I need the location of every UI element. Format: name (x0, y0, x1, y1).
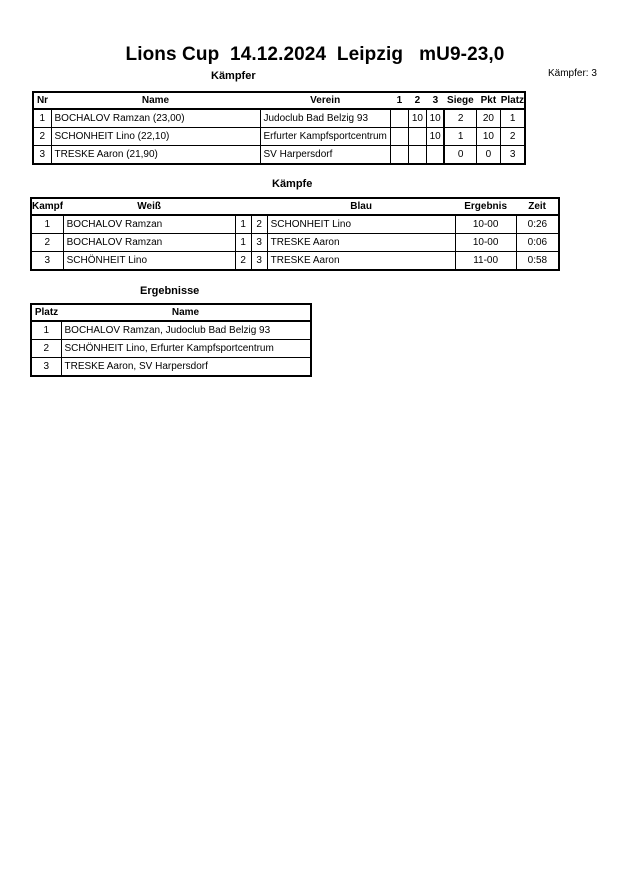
fighter-name: BOCHALOV Ramzan (23,00) (51, 109, 260, 128)
fighter-place: 2 (500, 128, 525, 146)
table-row (31, 215, 559, 234)
fight-blue-nr: 3 (251, 252, 267, 271)
result-place: 2 (31, 340, 61, 358)
fighter-round-2: 10 (408, 109, 426, 128)
fighter-round-3 (426, 146, 444, 165)
fight-white-nr: 1 (235, 215, 251, 234)
col-header-white-nr (235, 198, 251, 215)
fighter-nr: 3 (33, 146, 51, 165)
fight-white: BOCHALOV Ramzan (63, 215, 235, 234)
col-header-round-2: 2 (414, 95, 421, 106)
fighter-wins: 0 (444, 146, 476, 165)
table-row (31, 321, 311, 340)
result-name: TRESKE Aaron, SV Harpersdorf (61, 358, 311, 377)
fighters-heading: Kämpfer (211, 70, 256, 82)
results-table (30, 303, 312, 377)
fighter-round-2 (408, 128, 426, 146)
fight-result: 10-00 (455, 234, 516, 252)
col-header-club: Verein (310, 95, 341, 106)
fighter-club: Judoclub Bad Belzig 93 (260, 109, 390, 128)
fighter-round-3: 10 (426, 109, 444, 128)
fighters-count: Kämpfer: 3 (548, 68, 597, 79)
col-header-round-1: 1 (396, 95, 403, 106)
fighter-wins: 1 (444, 128, 476, 146)
fight-no: 1 (31, 215, 63, 234)
fighter-name: TRESKE Aaron (21,90) (51, 146, 260, 165)
fight-white: BOCHALOV Ramzan (63, 234, 235, 252)
fight-blue-nr: 2 (251, 215, 267, 234)
fight-blue: TRESKE Aaron (267, 234, 455, 252)
fight-white: SCHÖNHEIT Lino (63, 252, 235, 271)
table-row (31, 358, 311, 377)
fighter-wins: 2 (444, 109, 476, 128)
fighters-table (32, 91, 526, 165)
fighter-round-2 (408, 146, 426, 165)
table-row (31, 340, 311, 358)
col-header-fight: Kampf (32, 201, 64, 212)
fight-result: 10-00 (455, 215, 516, 234)
table-row (33, 109, 525, 128)
col-header-time: Zeit (528, 201, 547, 212)
fighters-header-row (33, 92, 525, 109)
fight-time: 0:58 (516, 252, 559, 271)
fighter-place: 1 (500, 109, 525, 128)
fighter-nr: 1 (33, 109, 51, 128)
fights-table (30, 197, 560, 271)
col-header-round-3: 3 (432, 95, 439, 106)
fight-white-nr: 1 (235, 234, 251, 252)
col-header-place: Platz (500, 95, 525, 106)
col-header-name: Name (141, 95, 170, 106)
fight-white-nr: 2 (235, 252, 251, 271)
col-header-name: Name (171, 307, 200, 318)
fighter-club: Erfurter Kampfsportcentrum (260, 128, 390, 146)
results-heading: Ergebnisse (140, 285, 200, 297)
fighter-club: SV Harpersdorf (260, 146, 390, 165)
fighter-round-1 (390, 128, 408, 146)
fight-time: 0:26 (516, 215, 559, 234)
fights-header-row (31, 198, 559, 215)
col-header-white: Weiß (137, 201, 161, 212)
table-row (31, 252, 559, 271)
fighter-points: 20 (476, 109, 500, 128)
col-header-nr: Nr (36, 95, 49, 106)
fight-no: 2 (31, 234, 63, 252)
table-row (33, 128, 525, 146)
fighter-round-1 (390, 146, 408, 165)
result-place: 3 (31, 358, 61, 377)
fight-blue: TRESKE Aaron (267, 252, 455, 271)
fighter-nr: 2 (33, 128, 51, 146)
fighter-place: 3 (500, 146, 525, 165)
fight-blue-nr: 3 (251, 234, 267, 252)
fighter-round-1 (390, 109, 408, 128)
fighter-points: 10 (476, 128, 500, 146)
table-row (31, 234, 559, 252)
col-header-points: Pkt (480, 95, 497, 106)
results-header-row (31, 304, 311, 321)
fighter-name: SCHONHEIT Lino (22,10) (51, 128, 260, 146)
fight-blue: SCHONHEIT Lino (267, 215, 455, 234)
col-header-wins: Siege (447, 95, 474, 106)
result-name: BOCHALOV Ramzan, Judoclub Bad Belzig 93 (61, 321, 311, 340)
col-header-result: Ergebnis (464, 201, 508, 212)
col-header-blue-nr (251, 198, 267, 215)
fight-time: 0:06 (516, 234, 559, 252)
table-row (33, 146, 525, 165)
col-header-place: Platz (34, 307, 59, 318)
fight-no: 3 (31, 252, 63, 271)
fighter-points: 0 (476, 146, 500, 165)
result-place: 1 (31, 321, 61, 340)
fights-heading: Kämpfe (272, 178, 313, 190)
fight-result: 11-00 (455, 252, 516, 271)
result-name: SCHÖNHEIT Lino, Erfurter Kampfsportcentrum (61, 340, 311, 358)
fighter-round-3: 10 (426, 128, 444, 146)
page-title: Lions Cup 14.12.2024 Leipzig mU9-23,0 (125, 44, 505, 65)
col-header-blue: Blau (350, 201, 372, 212)
